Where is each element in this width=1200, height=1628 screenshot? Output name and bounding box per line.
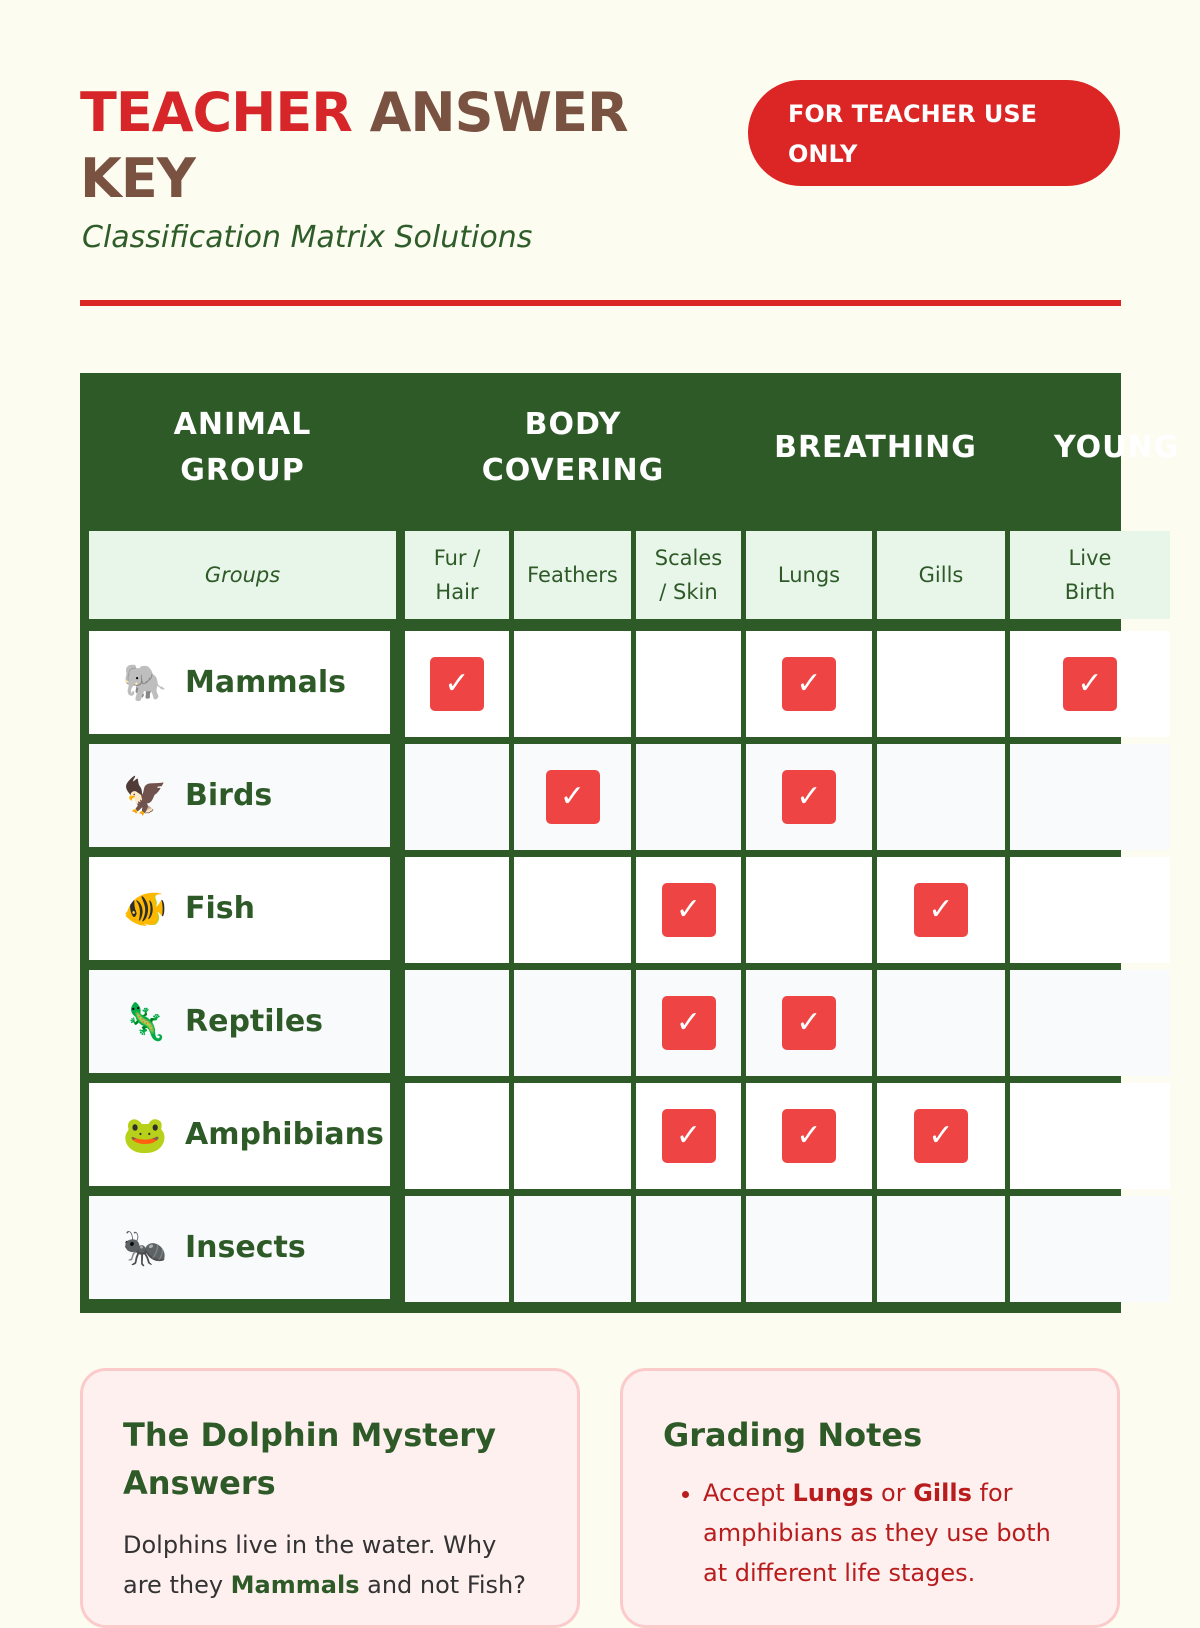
group-header-young bbox=[1010, 380, 1180, 516]
row-label-text: Amphibians bbox=[185, 1117, 384, 1152]
row-label-text: Fish bbox=[185, 891, 255, 926]
column-header-fur bbox=[405, 531, 509, 619]
matrix-cell bbox=[514, 970, 631, 1076]
fish-icon: 🐠 bbox=[122, 888, 168, 930]
matrix-cell bbox=[405, 857, 509, 963]
matrix-cell bbox=[514, 744, 631, 850]
row-label-birds bbox=[89, 744, 390, 847]
matrix-cell bbox=[1010, 631, 1170, 737]
matrix-cell bbox=[877, 970, 1005, 1076]
dolphin-text-part: Dolphins live in the water. Why are they bbox=[123, 1531, 497, 1599]
dolphin-text-part: and not bbox=[359, 1571, 467, 1599]
birds-icon: 🦅 bbox=[122, 775, 168, 817]
check-icon: ✓ bbox=[546, 770, 600, 824]
page-subtitle: Classification Matrix Solutions bbox=[82, 220, 533, 255]
row-label-mammals bbox=[89, 631, 390, 734]
mammals-icon: 🐘 bbox=[122, 662, 168, 704]
matrix-cell bbox=[405, 1196, 509, 1302]
column-header-label: Gills bbox=[918, 563, 964, 587]
matrix-cell bbox=[877, 857, 1005, 963]
grading-note-bold: Lungs bbox=[792, 1479, 874, 1507]
matrix-cell bbox=[405, 1083, 509, 1189]
matrix-cell bbox=[1010, 1196, 1170, 1302]
row-label-reptiles bbox=[89, 970, 390, 1073]
matrix-cell bbox=[746, 631, 872, 737]
matrix-cell bbox=[514, 1196, 631, 1302]
group-header-label: BREATHING bbox=[774, 430, 977, 465]
amphibians-icon: 🐸 bbox=[122, 1114, 168, 1156]
check-icon: ✓ bbox=[662, 996, 716, 1050]
dolphin-text-bold: Mammals bbox=[230, 1571, 360, 1599]
matrix-cell bbox=[636, 1083, 741, 1189]
classification-matrix bbox=[80, 373, 1180, 1313]
column-header-live_birth bbox=[1010, 531, 1170, 619]
check-icon: ✓ bbox=[782, 996, 836, 1050]
matrix-cell bbox=[877, 1196, 1005, 1302]
row-label-text: Insects bbox=[185, 1230, 306, 1265]
matrix-cell bbox=[405, 631, 509, 737]
group-header-label: YOUNG bbox=[1054, 430, 1180, 465]
column-header-label: Scales / Skin bbox=[654, 546, 723, 604]
teacher-use-badge: FOR TEACHER USE ONLY bbox=[748, 80, 1120, 186]
grading-note-part: Accept bbox=[703, 1479, 793, 1507]
matrix-cell bbox=[636, 970, 741, 1076]
matrix-cell bbox=[636, 631, 741, 737]
column-header-label: Live Birth bbox=[1064, 546, 1116, 604]
column-header-groups bbox=[89, 531, 396, 619]
column-header-scales bbox=[636, 531, 741, 619]
dolphin-card-text bbox=[123, 1525, 537, 1605]
row-label-insects bbox=[89, 1196, 390, 1299]
grading-notes-list bbox=[663, 1473, 1077, 1593]
reptiles-icon: 🦎 bbox=[122, 1001, 168, 1043]
matrix-cell bbox=[636, 1196, 741, 1302]
check-icon: ✓ bbox=[782, 657, 836, 711]
matrix-cell bbox=[877, 744, 1005, 850]
matrix-cell bbox=[877, 631, 1005, 737]
column-header-label: Feathers bbox=[527, 563, 618, 587]
matrix-cell bbox=[746, 970, 872, 1076]
group-header-label: ANIMAL GROUP bbox=[173, 407, 312, 488]
check-icon: ✓ bbox=[782, 1109, 836, 1163]
column-header-label: Lungs bbox=[777, 563, 841, 587]
header-divider bbox=[80, 300, 1121, 306]
column-header-feathers bbox=[514, 531, 631, 619]
row-label-text: Birds bbox=[185, 778, 273, 813]
dolphin-card bbox=[80, 1368, 580, 1628]
column-header-lungs bbox=[746, 531, 872, 619]
grading-note-part: for amphibians as they use both at different life stages. bbox=[703, 1479, 1051, 1587]
check-icon: ✓ bbox=[1063, 657, 1117, 711]
row-label-text: Reptiles bbox=[185, 1004, 324, 1039]
column-header-label: Groups bbox=[204, 563, 281, 587]
column-header-gills bbox=[877, 531, 1005, 619]
check-icon: ✓ bbox=[914, 883, 968, 937]
matrix-cell bbox=[514, 1083, 631, 1189]
title-brown: ANSWER KEY bbox=[80, 81, 628, 210]
group-header-body bbox=[405, 380, 741, 516]
matrix-cell bbox=[746, 857, 872, 963]
check-icon: ✓ bbox=[430, 657, 484, 711]
grading-note bbox=[703, 1473, 1077, 1593]
matrix-cell bbox=[1010, 857, 1170, 963]
row-label-fish bbox=[89, 857, 390, 960]
row-label-amphibians bbox=[89, 1083, 390, 1186]
grading-card bbox=[620, 1368, 1120, 1628]
matrix-cell bbox=[746, 1196, 872, 1302]
grading-card-title: Grading Notes bbox=[663, 1416, 923, 1454]
matrix-cell bbox=[1010, 970, 1170, 1076]
check-icon: ✓ bbox=[662, 1109, 716, 1163]
matrix-cell bbox=[746, 744, 872, 850]
matrix-cell bbox=[1010, 744, 1170, 850]
page-title bbox=[80, 80, 720, 212]
matrix-cell bbox=[405, 744, 509, 850]
grading-note-part: or bbox=[873, 1479, 914, 1507]
group-header-breathing bbox=[746, 380, 1005, 516]
matrix-cell bbox=[746, 1083, 872, 1189]
matrix-cell bbox=[636, 744, 741, 850]
matrix-cell bbox=[1010, 1083, 1170, 1189]
row-label-text: Mammals bbox=[185, 665, 347, 700]
grading-note-bold: Gills bbox=[913, 1479, 972, 1507]
group-header-animal bbox=[89, 380, 396, 516]
dolphin-card-title: The Dolphin Mystery Answers bbox=[123, 1416, 496, 1502]
check-icon: ✓ bbox=[782, 770, 836, 824]
dolphin-text-part: Fish? bbox=[466, 1571, 527, 1599]
matrix-cell bbox=[405, 970, 509, 1076]
title-red: TEACHER bbox=[80, 81, 352, 144]
check-icon: ✓ bbox=[914, 1109, 968, 1163]
header bbox=[80, 80, 1120, 255]
matrix-cell bbox=[877, 1083, 1005, 1189]
column-header-label: Fur / Hair bbox=[433, 546, 481, 604]
matrix-cell bbox=[636, 857, 741, 963]
group-header-label: BODY COVERING bbox=[481, 407, 665, 488]
insects-icon: 🐜 bbox=[122, 1227, 168, 1269]
matrix-cell bbox=[514, 857, 631, 963]
matrix-cell bbox=[514, 631, 631, 737]
check-icon: ✓ bbox=[662, 883, 716, 937]
